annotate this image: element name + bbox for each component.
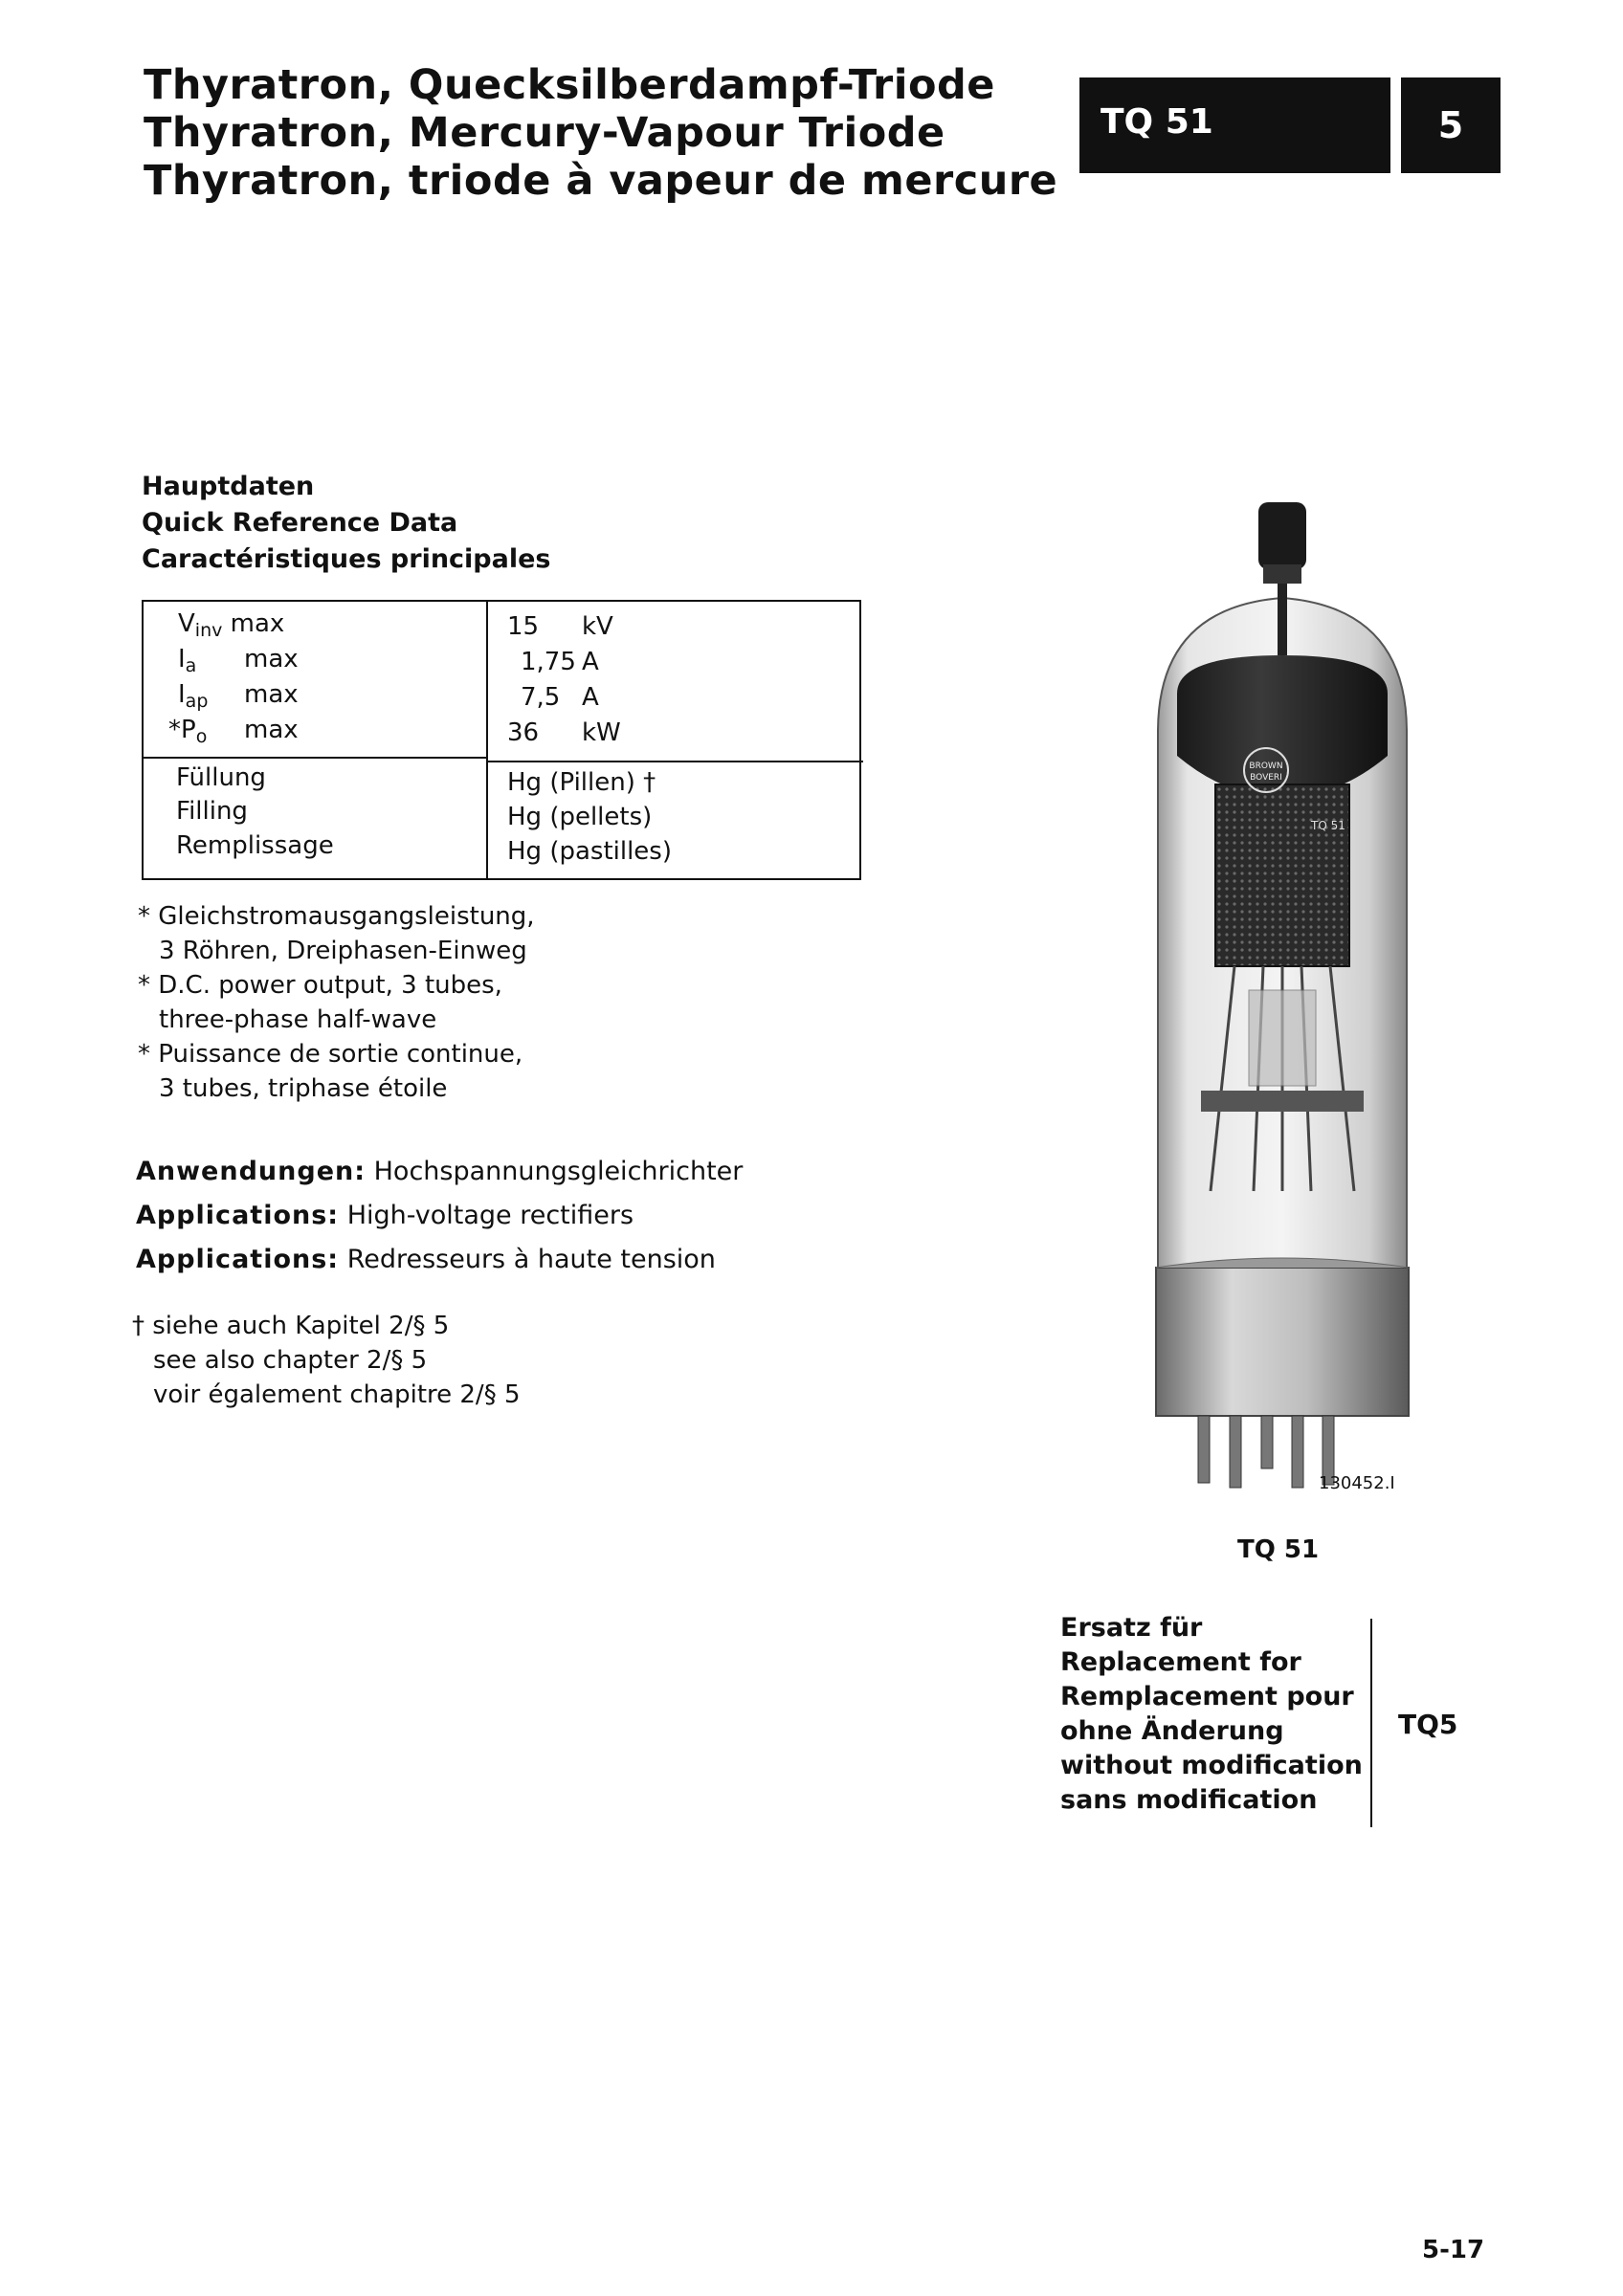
rating-value-row: [521, 645, 712, 680]
replacement-divider: [1370, 1619, 1372, 1827]
table-row-divider-right: [488, 761, 863, 762]
note-line: 3 tubes, triphase étoile: [159, 1074, 448, 1103]
application-row: [136, 1194, 743, 1238]
tube-photo: [1139, 502, 1426, 1497]
see-also-line: † siehe auch Kapitel 2/§ 5: [132, 1312, 450, 1340]
applications-block: [136, 1150, 743, 1282]
filling-value: Hg (pellets): [507, 803, 653, 831]
replacement-type: TQ5: [1398, 1709, 1458, 1740]
rating-symbol: V: [178, 609, 195, 638]
rating-qualifier: max: [244, 645, 299, 673]
note-line: 3 Röhren, Dreiphasen-Einweg: [159, 937, 527, 965]
filling-label: Filling: [176, 797, 248, 826]
rating-value: 7,5: [521, 683, 561, 712]
replacement-line: Ersatz für: [1060, 1613, 1203, 1643]
see-also-line: see also chapter 2/§ 5: [153, 1346, 428, 1375]
note-line: three-phase half-wave: [159, 1005, 437, 1034]
tube-label-print: TQ 51: [1311, 819, 1345, 832]
brand-mark-top: BROWN: [1249, 762, 1283, 771]
rating-value-row: [507, 609, 699, 645]
title-english: Thyratron, Mercury-Vapour Triode: [144, 109, 945, 157]
top-cap: [1258, 502, 1306, 569]
rating-unit: A: [582, 683, 599, 712]
mica-spacer: [1201, 1091, 1364, 1112]
rating-qualifier: max: [244, 680, 299, 709]
application-label: Anwendungen:: [136, 1157, 367, 1186]
see-also-notes: [132, 1309, 521, 1412]
application-text: High-voltage rectifiers: [346, 1201, 634, 1230]
replacement-block: [1060, 1611, 1363, 1818]
quick-reference-table: [142, 600, 861, 880]
replacement-line: sans modification: [1060, 1785, 1318, 1815]
rating-row: [178, 642, 299, 679]
filling-label: Remplissage: [176, 831, 334, 860]
section-tag: 5: [1401, 77, 1501, 173]
rating-unit: kV: [582, 612, 613, 641]
photo-number: 130452.I: [1319, 1473, 1395, 1493]
filling-value: Hg (pastilles): [507, 837, 672, 866]
brand-mark-bottom: BOVERI: [1250, 773, 1282, 783]
application-label: Applications:: [136, 1245, 340, 1274]
rating-symbol: I: [178, 680, 186, 709]
table-row-divider-left: [144, 757, 486, 759]
filling-label: Füllung: [176, 763, 266, 792]
rating-value: 15: [507, 612, 540, 641]
grid-cylinder: [1215, 784, 1349, 966]
note-line: * Gleichstromausgangsleistung,: [138, 902, 535, 931]
rating-subscript: o: [195, 726, 208, 747]
rating-row: [178, 677, 299, 715]
application-text: Hochspannungsgleichrichter: [373, 1157, 744, 1186]
rating-value-row: [507, 716, 699, 751]
page-number: 5-17: [1422, 2236, 1485, 2264]
table-column-divider: [486, 600, 488, 880]
page-title-block: [144, 61, 1057, 205]
title-french: Thyratron, triode à vapeur de mercure: [144, 157, 1058, 205]
quick-reference-heading: [142, 469, 551, 578]
replacement-line: ohne Änderung: [1060, 1716, 1284, 1746]
rating-subscript: ap: [185, 691, 209, 712]
application-text: Redresseurs à haute tension: [346, 1245, 716, 1274]
application-row: [136, 1150, 743, 1194]
photo-caption: TQ 51: [1237, 1535, 1320, 1564]
rating-symbol: *P: [168, 716, 196, 744]
note-line: * Puissance de sortie continue,: [138, 1040, 523, 1069]
cathode: [1249, 990, 1316, 1086]
heading-french: Caractéristiques principales: [142, 544, 551, 574]
application-label: Applications:: [136, 1201, 340, 1230]
replacement-line: Replacement for: [1060, 1647, 1301, 1677]
power-output-notes: [138, 899, 535, 1106]
rating-row: [178, 607, 284, 644]
rating-symbol: I: [178, 645, 186, 673]
rating-value-row: [521, 680, 712, 716]
rating-unit: A: [582, 648, 599, 676]
heading-german: Hauptdaten: [142, 472, 315, 501]
heading-english: Quick Reference Data: [142, 508, 458, 538]
rating-subscript: inv: [194, 620, 223, 641]
tube-type-tag: TQ 51: [1079, 77, 1390, 173]
filling-value: Hg (Pillen) †: [507, 768, 656, 797]
note-line: * D.C. power output, 3 tubes,: [138, 971, 502, 1000]
rating-value: 1,75: [521, 648, 576, 676]
replacement-line: without modification: [1060, 1751, 1363, 1780]
rating-row: [168, 713, 299, 750]
title-german: Thyratron, Quecksilberdampf-Triode: [144, 61, 995, 109]
rating-qualifier: max: [230, 609, 285, 638]
rating-qualifier: max: [244, 716, 299, 744]
application-row: [136, 1238, 743, 1282]
rating-subscript: a: [185, 655, 197, 676]
see-also-line: voir également chapitre 2/§ 5: [153, 1380, 521, 1409]
replacement-line: Remplacement pour: [1060, 1682, 1354, 1711]
tube-base: [1156, 1268, 1409, 1416]
rating-value: 36: [507, 718, 540, 747]
rating-unit: kW: [582, 718, 621, 747]
